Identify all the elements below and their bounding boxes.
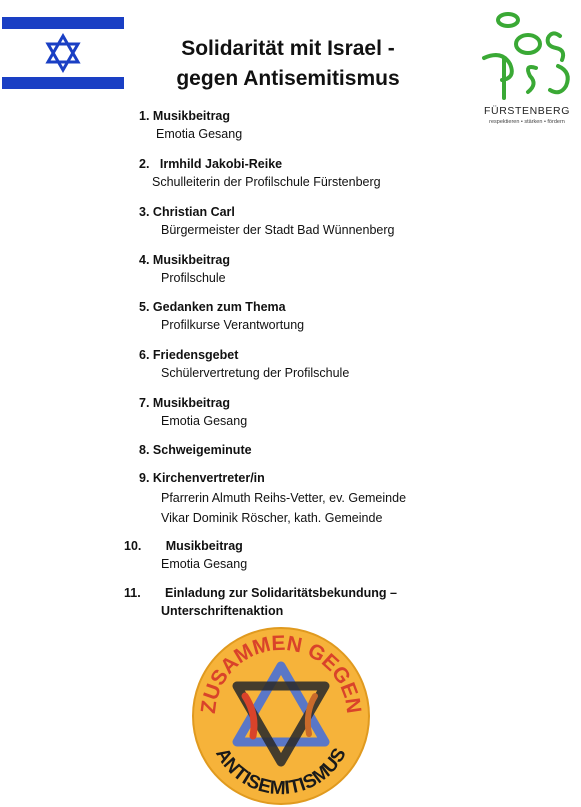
- item-detail: Emotia Gesang: [156, 127, 243, 141]
- page-title: [148, 34, 428, 94]
- logo-tagline: respektieren • stärken • fördern: [489, 119, 565, 125]
- zusammen-gegen-antisemitismus-badge: [191, 626, 371, 806]
- list-item: [124, 537, 247, 573]
- list-item: [124, 584, 397, 620]
- logo-wordmark: FÜRSTENBERG: [484, 105, 570, 117]
- list-item: [139, 203, 394, 239]
- item-detail: Profilkurse Verantwortung: [161, 318, 305, 332]
- item-number: 2.: [139, 157, 150, 171]
- item-detail: Schülervertretung der Profilschule: [161, 366, 350, 380]
- item-detail: Pfarrerin Almuth Reihs-Vetter, ev. Gemeinde: [161, 491, 407, 505]
- list-item: [139, 155, 381, 191]
- item-number: 7.: [139, 396, 150, 410]
- item-number: 11.: [124, 586, 141, 600]
- item-number: 6.: [139, 348, 150, 362]
- item-detail: Schulleiterin der Profilschule Fürstenberg: [152, 175, 381, 189]
- item-heading: Friedensgebet: [152, 348, 239, 362]
- item-heading: Musikbeitrag: [152, 396, 231, 410]
- item-detail: Unterschriftenaktion: [161, 604, 284, 618]
- list-item: [139, 298, 304, 334]
- item-detail: Vikar Dominik Röscher, kath. Gemeinde: [161, 511, 383, 525]
- list-item: [139, 251, 230, 287]
- badge-bottom-text: ANTISEMITISMUS: [211, 744, 351, 800]
- item-heading: Kirchenvertreter/in: [152, 471, 265, 485]
- list-item: [139, 441, 252, 459]
- item-detail: Emotia Gesang: [161, 414, 248, 428]
- item-detail: Emotia Gesang: [161, 557, 248, 571]
- item-number: 1.: [139, 109, 150, 123]
- item-heading: Schweigeminute: [152, 443, 252, 457]
- list-item: [139, 346, 349, 382]
- item-heading: Musikbeitrag: [152, 253, 231, 267]
- item-number: 3.: [139, 205, 150, 219]
- item-detail: Bürgermeister der Stadt Bad Wünnenberg: [161, 223, 395, 237]
- list-item: [139, 394, 247, 430]
- item-number: 4.: [139, 253, 150, 267]
- item-heading: Christian Carl: [152, 205, 235, 219]
- title-line-2: gegen Antisemitismus: [176, 67, 400, 90]
- item-number: 8.: [139, 443, 150, 457]
- item-number: 9.: [139, 471, 150, 485]
- item-heading: Gedanken zum Thema: [152, 300, 286, 314]
- item-heading: Musikbeitrag: [165, 539, 243, 553]
- item-number: 5.: [139, 300, 150, 314]
- israel-flag: [2, 14, 124, 92]
- item-heading: Einladung zur Solidaritätsbekundung –: [165, 586, 397, 600]
- list-item: [139, 107, 242, 143]
- list-item: [139, 469, 406, 527]
- item-number: 10.: [124, 539, 142, 553]
- badge-top-text: ZUSAMMEN GEGEN: [196, 631, 366, 715]
- title-line-1: Solidarität mit Israel -: [181, 37, 395, 60]
- item-heading: Irmhild Jakobi-Reike: [159, 157, 283, 171]
- item-heading: Musikbeitrag: [152, 109, 231, 123]
- item-detail: Profilschule: [161, 271, 226, 285]
